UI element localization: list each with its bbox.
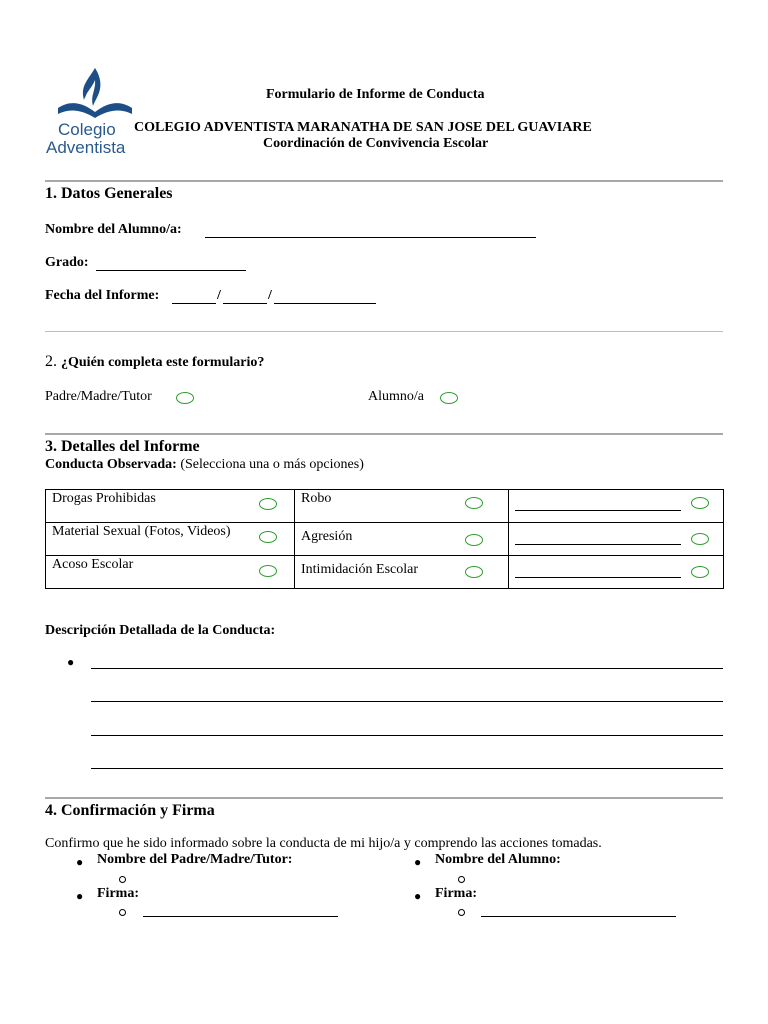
conduct-other-field[interactable] xyxy=(515,500,681,511)
conduct-option-radio[interactable] xyxy=(465,566,483,578)
parent-name-label: Nombre del Padre/Madre/Tutor: xyxy=(97,852,293,867)
date-day-field[interactable] xyxy=(172,288,216,304)
conduct-option-label: Drogas Prohibidas xyxy=(52,491,156,506)
school-name: COLEGIO ADVENTISTA MARANATHA DE SAN JOSE DEL GUAVIARE xyxy=(134,120,592,135)
section-title-4: 4. Confirmación y Firma xyxy=(45,802,215,819)
conduct-option-label: Robo xyxy=(301,491,332,506)
bullet: ● xyxy=(414,855,422,869)
student-name-confirm-label: Nombre del Alumno: xyxy=(435,852,561,867)
description-label: Descripción Detallada de la Conducta: xyxy=(45,623,276,638)
sub-bullet xyxy=(119,876,126,883)
description-line[interactable] xyxy=(91,654,723,669)
bullet: ● xyxy=(76,889,84,903)
conduct-cell xyxy=(509,523,724,556)
divider xyxy=(45,797,723,799)
form-title: Formulario de Informe de Conducta xyxy=(266,87,485,102)
student-signature-label: Firma: xyxy=(435,886,477,901)
conduct-option-radio[interactable] xyxy=(691,497,709,509)
divider xyxy=(45,433,723,435)
conduct-option-label: Acoso Escolar xyxy=(52,557,134,572)
date-month-field[interactable] xyxy=(223,288,267,304)
conduct-cell xyxy=(46,490,295,523)
conduct-option-label: Material Sexual (Fotos, Videos) xyxy=(52,524,231,539)
option-parent-radio[interactable] xyxy=(176,392,194,404)
parent-signature-field[interactable] xyxy=(143,902,338,917)
conduct-option-radio[interactable] xyxy=(259,498,277,510)
conduct-other-field[interactable] xyxy=(515,567,681,578)
sub-bullet xyxy=(458,876,465,883)
parent-signature-label: Firma: xyxy=(97,886,139,901)
grade-label: Grado: xyxy=(45,255,89,270)
date-separator: / xyxy=(217,288,221,303)
description-line[interactable] xyxy=(91,687,723,702)
option-student-label: Alumno/a xyxy=(368,389,424,404)
conduct-hint: (Selecciona una o más opciones) xyxy=(180,457,364,472)
bullet: ● xyxy=(67,655,75,669)
department-name: Coordinación de Convivencia Escolar xyxy=(263,136,489,151)
confirmation-statement: Confirmo que he sido informado sobre la conducta de mi hijo/a y comprendo las acciones tomadas. xyxy=(45,836,602,851)
grade-field[interactable] xyxy=(96,255,246,271)
sub-bullet xyxy=(458,909,465,916)
bullet: ● xyxy=(414,889,422,903)
conduct-cell xyxy=(295,523,509,556)
flame-bible-icon xyxy=(38,66,138,126)
conduct-option-radio[interactable] xyxy=(465,497,483,509)
sub-bullet xyxy=(119,909,126,916)
conduct-cell xyxy=(509,556,724,589)
section-title-1: 1. Datos Generales xyxy=(45,185,173,202)
section-number: 2. xyxy=(45,353,57,370)
description-line[interactable] xyxy=(91,721,723,736)
table-row xyxy=(46,490,724,523)
conduct-cell xyxy=(46,523,295,556)
section-title-3: 3. Detalles del Informe xyxy=(45,438,200,455)
school-logo xyxy=(38,66,138,158)
student-name-label: Nombre del Alumno/a: xyxy=(45,222,182,237)
conduct-table xyxy=(45,489,724,589)
conduct-label: Conducta Observada: xyxy=(45,457,177,472)
conduct-cell xyxy=(46,556,295,589)
conduct-cell xyxy=(295,490,509,523)
student-name-field[interactable] xyxy=(205,222,536,238)
divider xyxy=(45,331,723,332)
conduct-observed xyxy=(45,457,364,473)
table-row xyxy=(46,523,724,556)
conduct-option-label: Intimidación Escolar xyxy=(301,562,419,577)
divider xyxy=(45,180,723,182)
bullet: ● xyxy=(76,855,84,869)
table-row xyxy=(46,556,724,589)
conduct-option-radio[interactable] xyxy=(259,531,277,543)
conduct-other-field[interactable] xyxy=(515,534,681,545)
conduct-option-radio[interactable] xyxy=(465,534,483,546)
date-year-field[interactable] xyxy=(274,288,376,304)
logo-text-line2: Adventista xyxy=(46,138,126,157)
conduct-option-radio[interactable] xyxy=(691,566,709,578)
section-2-question: ¿Quién completa este formulario? xyxy=(61,355,265,370)
student-signature-field[interactable] xyxy=(481,902,676,917)
date-label: Fecha del Informe: xyxy=(45,288,160,303)
description-line[interactable] xyxy=(91,754,723,769)
conduct-cell xyxy=(509,490,724,523)
conduct-cell xyxy=(295,556,509,589)
logo-text-line1: Colegio xyxy=(58,120,116,139)
conduct-option-radio[interactable] xyxy=(691,533,709,545)
option-student-radio[interactable] xyxy=(440,392,458,404)
conduct-option-label: Agresión xyxy=(301,529,353,544)
section-title-2 xyxy=(45,353,264,371)
option-parent-label: Padre/Madre/Tutor xyxy=(45,389,152,404)
conduct-option-radio[interactable] xyxy=(259,565,277,577)
date-separator: / xyxy=(268,288,272,303)
